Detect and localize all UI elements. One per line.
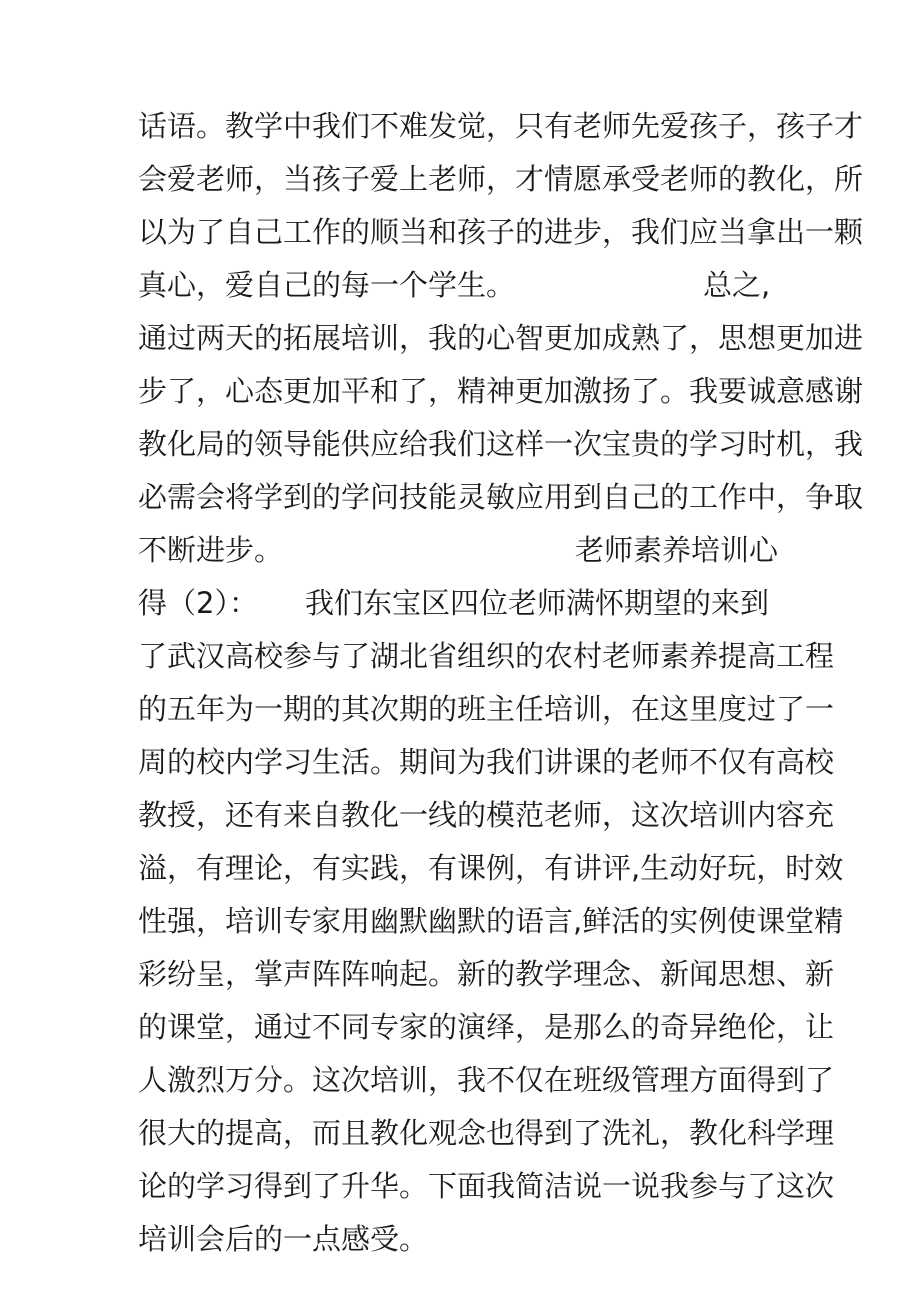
- text-line-13: 周的校内学习生活。期间为我们讲课的老师不仅有高校: [138, 745, 835, 779]
- text-line-9: [138, 526, 779, 574]
- text-line-5: 通过两天的拓展培训，我的心智更加成熟了，思想更加进: [138, 321, 864, 355]
- essay-title-end: 得（2）：: [138, 586, 258, 620]
- text-line-9-start: 不断进步。: [138, 533, 284, 567]
- text-line-6: 步了，心态更加平和了，精神更加激扬了。我要诚意感谢: [138, 374, 864, 408]
- text-line-22: 培训会后的一点感受。: [138, 1222, 429, 1256]
- summary-start: 总之,: [703, 268, 771, 302]
- essay-title-part: 老师素养培训心: [575, 533, 779, 567]
- text-line-3: 以为了自己工作的顺当和孩子的进步，我们应当拿出一颗: [138, 215, 864, 249]
- text-line-7: 教化局的领导能供应给我们这样一次宝贵的学习时机，我: [138, 427, 864, 461]
- text-line-21: 论的学习得到了升华。下面我简洁说一说我参与了这次: [138, 1169, 835, 1203]
- text-line-18: 的课堂，通过不同专家的演绎，是那么的奇异绝伦，让: [138, 1010, 835, 1044]
- text-line-10: [138, 579, 770, 627]
- text-line-15: 溢，有理论，有实践，有课例，有讲评,生动好玩，时效: [138, 851, 844, 885]
- text-line-12: 的五年为一期的其次期的班主任培训，在这里度过了一: [138, 692, 835, 726]
- text-line-17: 彩纷呈，掌声阵阵响起。新的教学理念、新闻思想、新: [138, 957, 835, 991]
- text-line-11: 了武汉高校参与了湖北省组织的农村老师素养提高工程: [138, 639, 835, 673]
- text-line-14: 教授，还有来自教化一线的模范老师，这次培训内容充: [138, 798, 835, 832]
- text-line-4: [138, 261, 771, 309]
- essay-opening: 我们东宝区四位老师满怀期望的来到: [305, 586, 770, 620]
- text-line-19: 人激烈万分。这次培训，我不仅在班级管理方面得到了: [138, 1063, 835, 1097]
- text-line-1: 话语。教学中我们不难发觉，只有老师先爱孩子，孩子才: [138, 109, 864, 143]
- text-line-4-start: 真心，爱自己的每一个学生。: [138, 268, 516, 302]
- text-line-2: 会爱老师，当孩子爱上老师，才情愿承受老师的教化，所: [138, 162, 864, 196]
- text-line-8: 必需会将学到的学问技能灵敏应用到自己的工作中，争取: [138, 480, 864, 514]
- text-line-16: 性强，培训专家用幽默幽默的语言,鲜活的实例使课堂精: [138, 904, 844, 938]
- text-line-20: 很大的提高，而且教化观念也得到了洗礼，教化科学理: [138, 1116, 835, 1150]
